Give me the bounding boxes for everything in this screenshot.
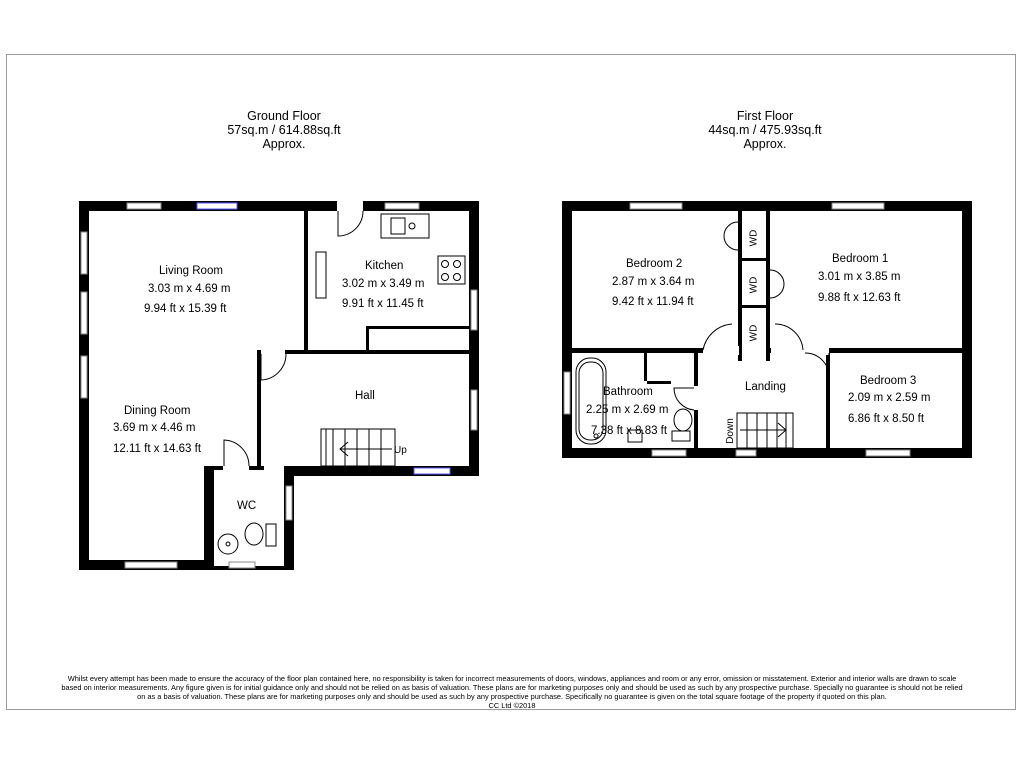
first-floor-title: First Floor bbox=[736, 109, 794, 123]
kitchen-metric: 3.02 m x 3.49 m bbox=[342, 278, 425, 290]
ground-stairs-label: Up bbox=[394, 445, 407, 456]
hall-name: Hall bbox=[355, 390, 375, 402]
living-room-name: Living Room bbox=[159, 265, 223, 277]
wardrobe-label-3: WD bbox=[748, 324, 760, 342]
wardrobe-label-2: WD bbox=[748, 276, 760, 294]
bedroom-2-imperial: 9.42 ft x 11.94 ft bbox=[612, 296, 694, 308]
first-floor-stairs bbox=[737, 413, 793, 448]
dining-room-imperial: 12.11 ft x 14.63 ft bbox=[113, 443, 202, 455]
ground-stairs bbox=[321, 429, 395, 466]
bedroom-2-metric: 2.87 m x 3.64 m bbox=[612, 276, 695, 288]
ground-floor-doors bbox=[224, 211, 363, 466]
bathroom-name: Bathroom bbox=[603, 386, 653, 398]
first-floor-approx: Approx. bbox=[743, 137, 787, 151]
dining-room-name: Dining Room bbox=[124, 405, 191, 417]
disclaimer-line-1: Whilst every attempt has been made to ensure the accuracy of the floor plan contained here, no responsibility is taken for incorrect measurements of doors, windows, appliances and room or any error, omission or misstatement. Exterior and interior walls are drawn to scale bbox=[67, 674, 957, 683]
disclaimer-line-3: on as a basis of valuation. These plans are for marketing purposes only and should be used as such by any prospective purchase. Specifically no guarantee is given on the total square footage of the property if quoted on this plan. bbox=[137, 692, 887, 701]
first-floor-stairs-label: Down bbox=[724, 418, 736, 444]
first-floor-area: 44sq.m / 475.93sq.ft bbox=[708, 123, 822, 137]
ground-floor-windows bbox=[81, 203, 477, 568]
bedroom-1-imperial: 9.88 ft x 12.63 ft bbox=[818, 292, 901, 304]
bathroom-metric: 2.25 m x 2.69 m bbox=[586, 404, 669, 416]
wc-name: WC bbox=[237, 500, 257, 512]
wc-fixtures bbox=[218, 523, 276, 554]
ground-floor-area: 57sq.m / 614.88sq.ft bbox=[227, 123, 341, 137]
kitchen-imperial: 9.91 ft x 11.45 ft bbox=[342, 298, 424, 310]
bedroom-1-name: Bedroom 1 bbox=[832, 253, 889, 265]
bedroom-1-metric: 3.01 m x 3.85 m bbox=[818, 271, 901, 283]
bedroom-3-name: Bedroom 3 bbox=[860, 375, 917, 387]
landing-name: Landing bbox=[745, 381, 786, 393]
ground-floor-walls bbox=[79, 201, 479, 570]
copyright: CC Ltd ©2018 bbox=[488, 701, 536, 710]
kitchen-name: Kitchen bbox=[365, 260, 404, 272]
dining-room-metric: 3.69 m x 4.46 m bbox=[113, 422, 196, 434]
bedroom-2-name: Bedroom 2 bbox=[626, 258, 683, 270]
living-room-metric: 3.03 m x 4.69 m bbox=[148, 283, 231, 295]
ground-floor-title: Ground Floor bbox=[247, 109, 321, 123]
disclaimer bbox=[10, 674, 1014, 710]
disclaimer-line-2: based on interior measurements. Any figure given is for initial guidance only and should not be relied on as basis of valuation. These plans are for marketing purposes only and should be used as such by any prospective purchase. Specially no guarantee is should not be relied bbox=[61, 683, 963, 692]
bathroom-imperial: 7.38 ft x 8.83 ft bbox=[591, 425, 668, 437]
living-room-imperial: 9.94 ft x 15.39 ft bbox=[144, 303, 227, 315]
wardrobe-label-1: WD bbox=[748, 229, 760, 247]
bedroom-3-imperial: 6.86 ft x 8.50 ft bbox=[848, 413, 925, 425]
bedroom-3-metric: 2.09 m x 2.59 m bbox=[848, 392, 931, 404]
ground-floor-approx: Approx. bbox=[262, 137, 306, 151]
